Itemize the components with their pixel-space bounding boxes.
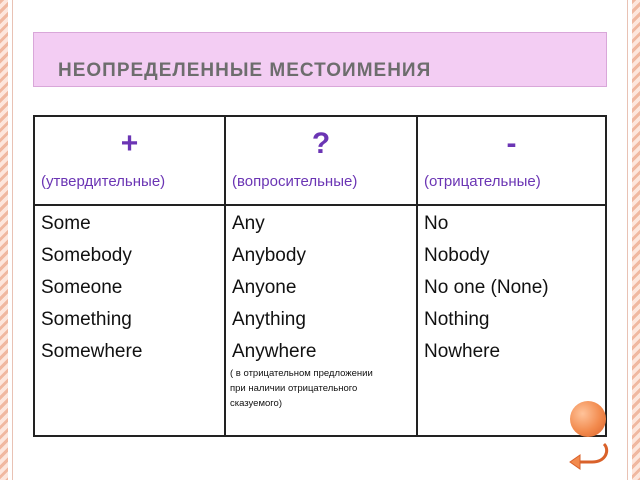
title-banner bbox=[33, 32, 607, 87]
pronoun-table bbox=[33, 115, 607, 437]
list-item: Anything bbox=[232, 309, 306, 330]
question-symbol: ? bbox=[311, 127, 331, 160]
list-item: No bbox=[424, 213, 449, 234]
right-decorative-line bbox=[627, 0, 628, 480]
list-item: Anyone bbox=[232, 277, 297, 298]
list-item: Nothing bbox=[424, 309, 490, 330]
page-title: НЕОПРЕДЕЛЕННЫЕ МЕСТОИМЕНИЯ bbox=[58, 60, 432, 81]
column-header-negative bbox=[418, 117, 605, 204]
right-decorative-stripe bbox=[632, 0, 640, 480]
minus-symbol: - bbox=[506, 127, 517, 160]
column-header-affirmative bbox=[35, 117, 224, 204]
column-header-interrogative bbox=[226, 117, 416, 204]
list-item: Any bbox=[232, 213, 265, 234]
return-arrow-icon[interactable] bbox=[566, 440, 610, 470]
left-decorative-line bbox=[12, 0, 13, 480]
list-item: Nowhere bbox=[424, 341, 501, 362]
negative-word-list bbox=[424, 212, 549, 372]
column-type-label: (вопросительные) bbox=[232, 173, 358, 190]
list-item: Some bbox=[41, 213, 91, 234]
affirmative-word-list bbox=[41, 212, 142, 372]
column-type-label: (отрицательные) bbox=[424, 173, 541, 190]
list-item: Anybody bbox=[232, 245, 306, 266]
list-item: Anywhere bbox=[232, 341, 317, 362]
usage-note bbox=[230, 366, 410, 411]
interrogative-word-list bbox=[232, 212, 317, 372]
usage-note-line: сказуемого) bbox=[230, 398, 282, 409]
list-item: Somewhere bbox=[41, 341, 143, 362]
header-divider bbox=[35, 204, 605, 206]
list-item: Nobody bbox=[424, 245, 490, 266]
list-item: Someone bbox=[41, 277, 123, 298]
orange-ball-icon bbox=[570, 401, 606, 437]
usage-note-line: при наличии отрицательного bbox=[230, 383, 358, 394]
list-item: Something bbox=[41, 309, 132, 330]
usage-note-line: ( в отрицательном предложении bbox=[230, 368, 373, 379]
list-item: No one (None) bbox=[424, 277, 549, 298]
left-decorative-stripe bbox=[0, 0, 8, 480]
column-type-label: (утвердительные) bbox=[41, 173, 166, 190]
list-item: Somebody bbox=[41, 245, 132, 266]
plus-symbol: + bbox=[120, 127, 139, 160]
